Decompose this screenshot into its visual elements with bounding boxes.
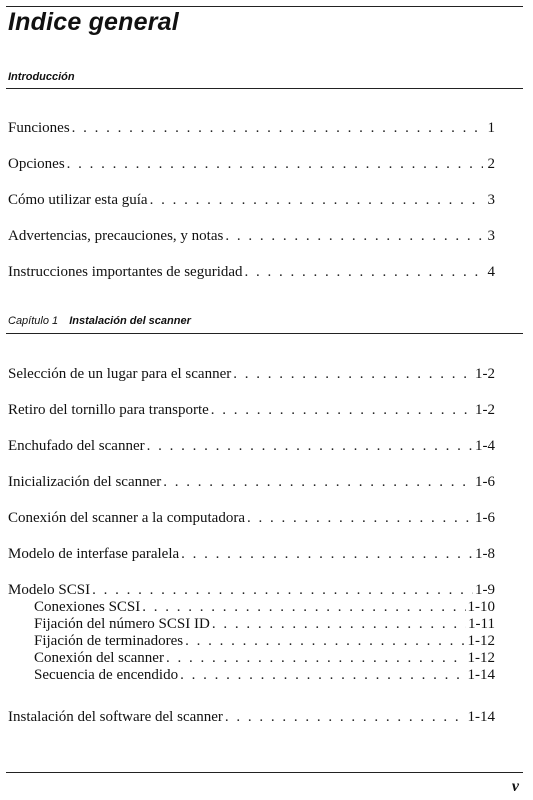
toc-entry-page: 2 bbox=[487, 156, 495, 172]
toc-entry[interactable] bbox=[8, 581, 495, 599]
toc-entry-page: 1-2 bbox=[475, 366, 495, 382]
toc-entry-label: Fijación del número SCSI ID bbox=[34, 616, 210, 632]
toc-entry-label: Conexión del scanner a la computadora bbox=[8, 510, 245, 526]
toc-entry[interactable] bbox=[8, 401, 495, 419]
toc-entry-label: Opciones bbox=[8, 156, 65, 172]
toc-entry[interactable] bbox=[8, 119, 495, 137]
toc-entry-label: Conexión del scanner bbox=[34, 650, 164, 666]
section-heading-intro bbox=[8, 71, 75, 83]
section-rule-chapter1 bbox=[6, 333, 523, 334]
toc-entry-label: Inicialización del scanner bbox=[8, 474, 162, 490]
toc-entry[interactable] bbox=[8, 545, 495, 563]
toc-entry-page: 1-11 bbox=[468, 616, 495, 632]
toc-entry[interactable] bbox=[8, 437, 495, 455]
dot-leader bbox=[233, 365, 473, 383]
toc-entry-label: Enchufado del scanner bbox=[8, 438, 145, 454]
toc-entry[interactable] bbox=[8, 155, 495, 173]
dot-leader bbox=[147, 437, 473, 455]
toc-entry-label: Modelo SCSI bbox=[8, 582, 91, 598]
top-rule bbox=[6, 6, 523, 7]
section-heading-label: Instalación del scanner bbox=[69, 315, 191, 327]
toc-entry-page: 1-14 bbox=[467, 667, 495, 683]
toc-entry-page: 1-10 bbox=[467, 599, 495, 615]
dot-leader bbox=[72, 119, 483, 137]
dot-leader bbox=[142, 599, 465, 616]
toc-entry-label: Selección de un lugar para el scanner bbox=[8, 366, 232, 382]
toc-entry-label: Advertencias, precauciones, y notas bbox=[8, 228, 224, 244]
toc-entry-label: Retiro del tornillo para transporte bbox=[8, 402, 209, 418]
dot-leader bbox=[163, 473, 473, 491]
dot-leader bbox=[185, 633, 465, 650]
toc-entry-page: 1-6 bbox=[475, 510, 495, 526]
dot-leader bbox=[212, 616, 466, 633]
toc-entry[interactable] bbox=[8, 227, 495, 245]
toc-entry-page: 1-6 bbox=[475, 474, 495, 490]
dot-leader bbox=[92, 581, 473, 599]
toc-entry-label: Secuencia de encendido bbox=[34, 667, 179, 683]
dot-leader bbox=[150, 191, 483, 209]
toc-subentry[interactable] bbox=[34, 599, 495, 616]
toc-entry-page: 1-2 bbox=[475, 402, 495, 418]
toc-entry-page: 3 bbox=[487, 228, 495, 244]
toc-subentry[interactable] bbox=[34, 616, 495, 633]
toc-entry-page: 1-4 bbox=[475, 438, 495, 454]
toc-entry[interactable] bbox=[8, 191, 495, 209]
dot-leader bbox=[225, 227, 483, 245]
toc-entry[interactable] bbox=[8, 509, 495, 527]
toc-entry[interactable] bbox=[8, 365, 495, 383]
toc-entry-page: 1-12 bbox=[467, 633, 495, 649]
section-heading-chapter1 bbox=[8, 315, 191, 327]
toc-entry-page: 3 bbox=[487, 192, 495, 208]
dot-leader bbox=[225, 708, 466, 726]
dot-leader bbox=[180, 667, 465, 684]
bottom-rule bbox=[6, 772, 523, 773]
toc-entry-page: 1-14 bbox=[467, 709, 495, 725]
dot-leader bbox=[211, 401, 473, 419]
toc-entry[interactable] bbox=[8, 263, 495, 281]
toc-subentry[interactable] bbox=[34, 667, 495, 684]
toc-entry-page: 1-9 bbox=[475, 582, 495, 598]
toc-entry-page: 1-12 bbox=[467, 650, 495, 666]
toc-entry-label: Instalación del software del scanner bbox=[8, 709, 223, 725]
toc-entry-label: Fijación de terminadores bbox=[34, 633, 184, 649]
page-number: v bbox=[511, 778, 519, 795]
dot-leader bbox=[245, 263, 483, 281]
toc-entry[interactable] bbox=[8, 708, 495, 726]
chapter-number: Capítulo 1 bbox=[8, 315, 59, 327]
dot-leader bbox=[181, 545, 473, 563]
dot-leader bbox=[247, 509, 473, 527]
section-rule-intro bbox=[6, 88, 523, 89]
dot-leader bbox=[67, 155, 483, 173]
toc-subentry[interactable] bbox=[34, 633, 495, 650]
toc-entry-page: 1-8 bbox=[475, 546, 495, 562]
toc-entry-label: Modelo de interfase paralela bbox=[8, 546, 180, 562]
toc-entry[interactable] bbox=[8, 473, 495, 491]
toc-entry-label: Funciones bbox=[8, 120, 70, 136]
toc-entry-label: Cómo utilizar esta guía bbox=[8, 192, 148, 208]
dot-leader bbox=[166, 650, 466, 667]
toc-entry-page: 1 bbox=[487, 120, 495, 136]
toc-entry-label: Instrucciones importantes de seguridad bbox=[8, 264, 243, 280]
toc-entry-label: Conexiones SCSI bbox=[34, 599, 141, 615]
section-heading-label: Introducción bbox=[8, 71, 75, 83]
toc-subentry[interactable] bbox=[34, 650, 495, 667]
page-title: Indice general bbox=[8, 8, 179, 36]
toc-entry-page: 4 bbox=[487, 264, 495, 280]
